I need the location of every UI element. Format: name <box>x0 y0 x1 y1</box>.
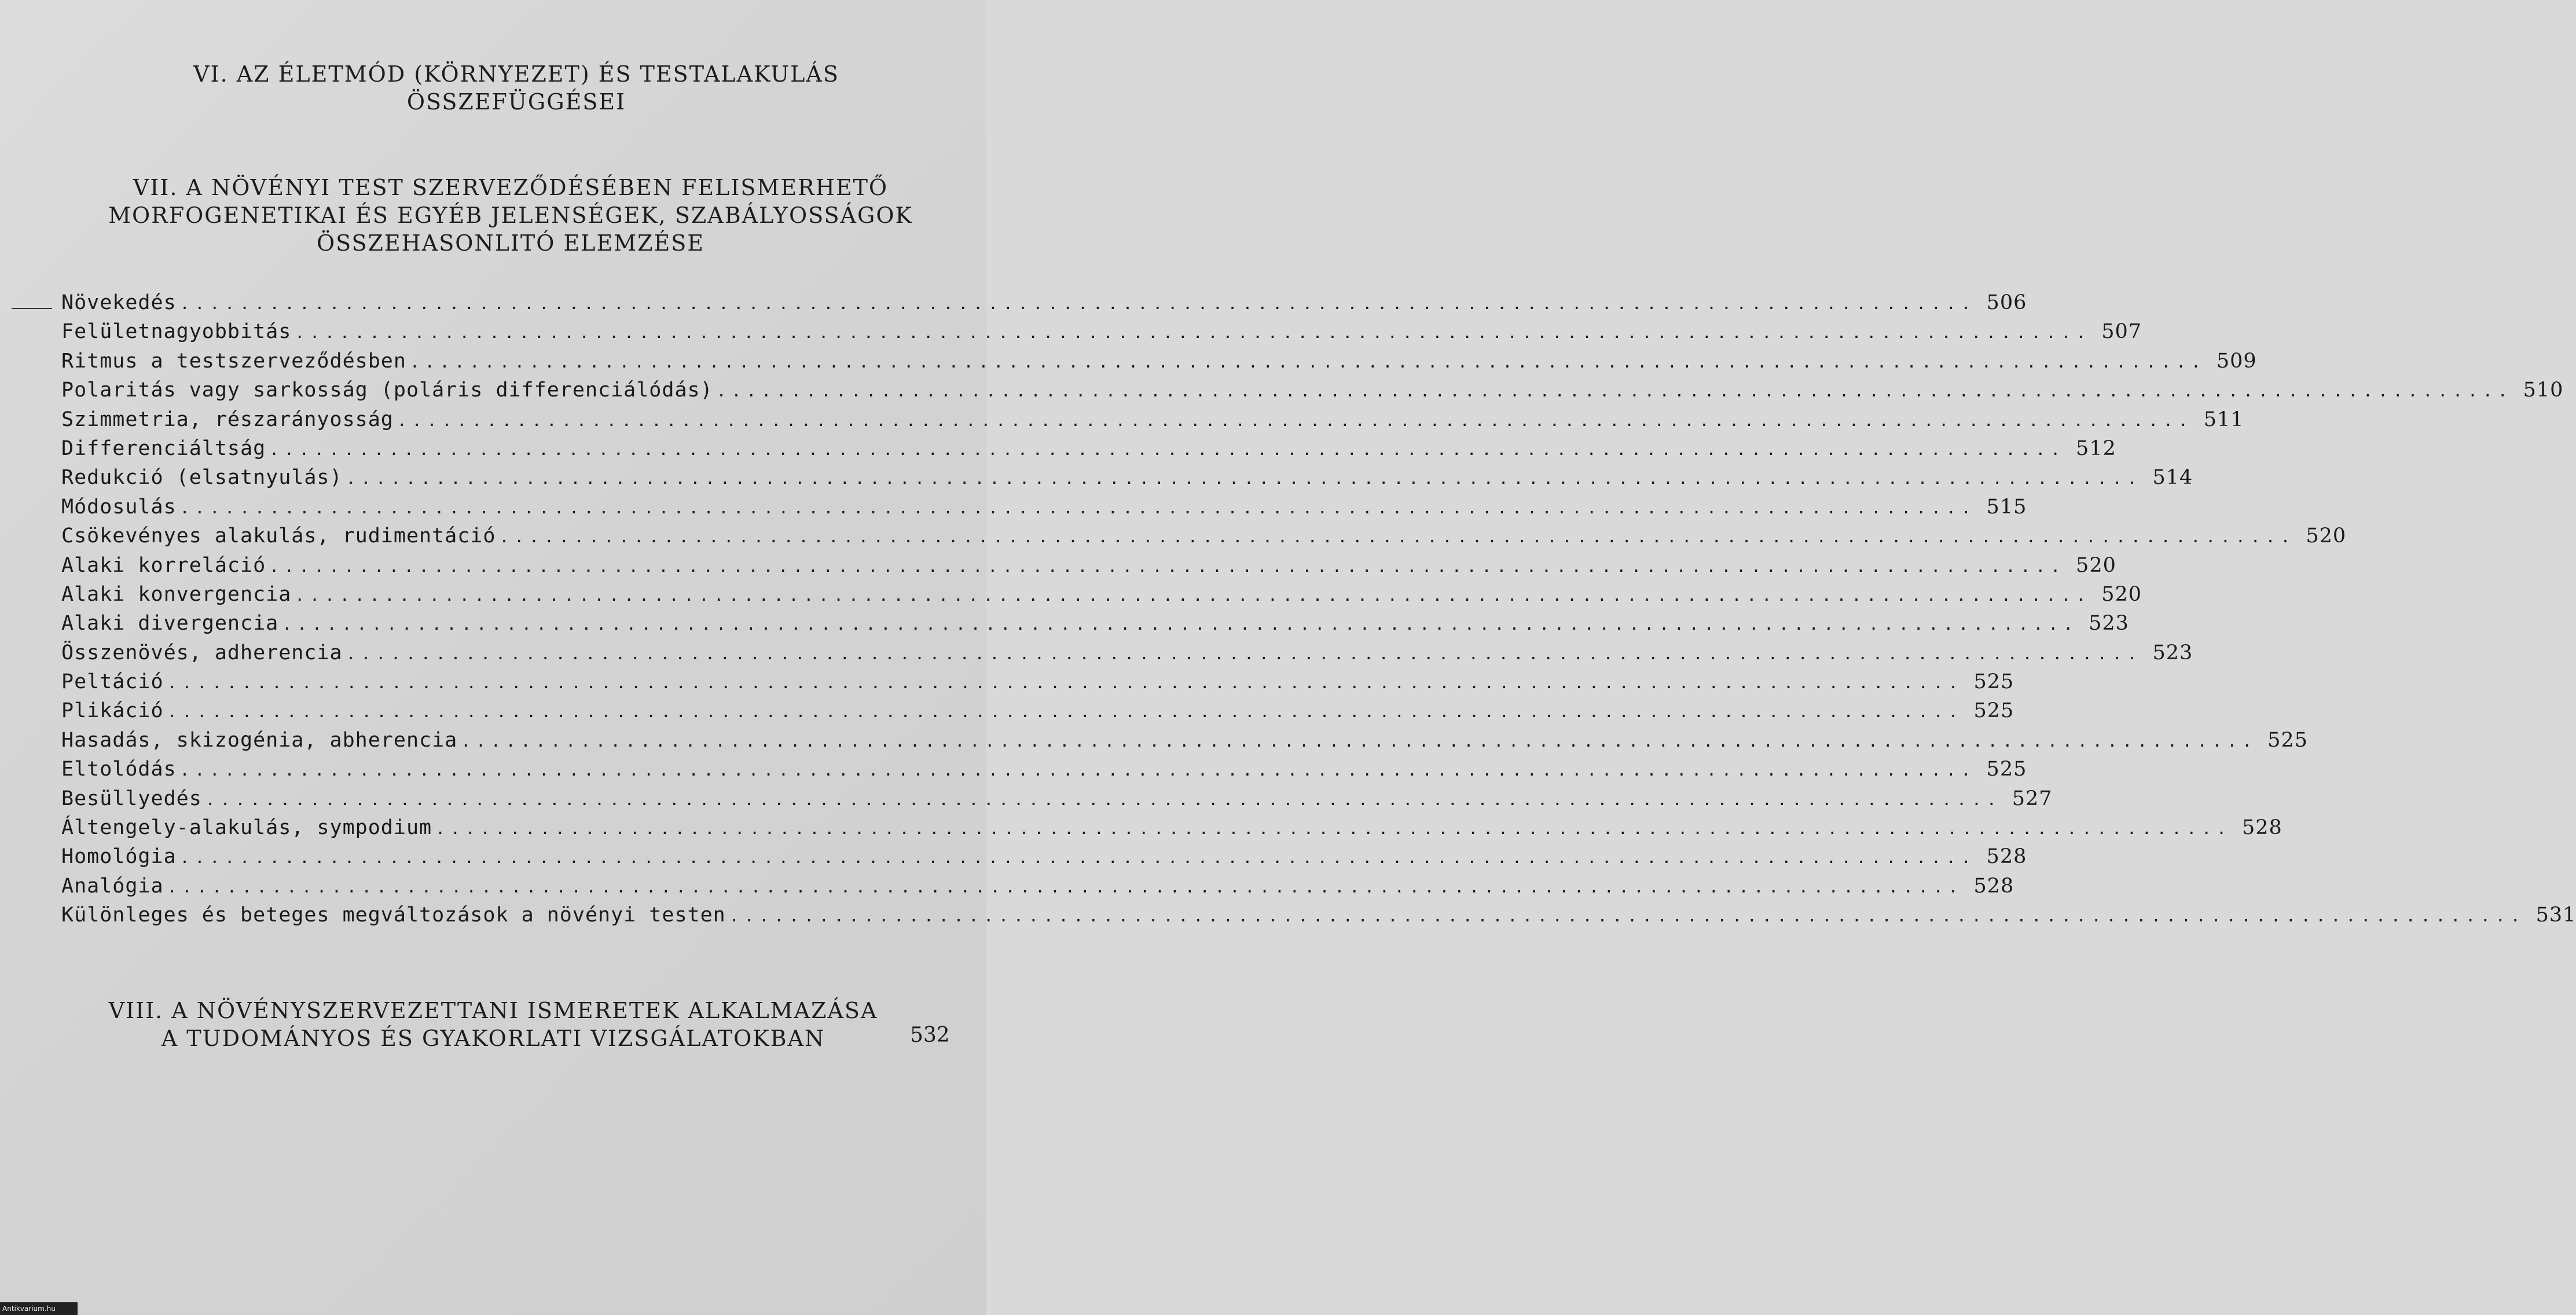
toc-entry-title: Növekedés <box>61 291 177 314</box>
toc-entry-title: Felületnagyobbitás <box>61 320 292 344</box>
toc-entry <box>61 466 2193 495</box>
toc-leader-dots: ........................................................................................................................ <box>179 294 1976 313</box>
chapter-vii-line-3: ÖSSZEHASONLITÓ ELEMZÉSE <box>316 230 705 256</box>
toc-entry-page: 514 <box>2152 466 2193 490</box>
toc-entry <box>61 816 2283 845</box>
toc-entry-page: 528 <box>1973 874 2014 898</box>
toc-entry-page: 506 <box>1986 291 2027 314</box>
toc-leader-dots: ........................................................................................................................ <box>167 673 1964 693</box>
toc-leader-dots: ........................................................................................................................ <box>409 352 2206 372</box>
toc-entry-page: 520 <box>2101 582 2142 606</box>
toc-leader-dots: ........................................................................................................................ <box>167 702 1964 722</box>
toc-entry-page: 520 <box>2306 524 2347 548</box>
toc-entry-page: 509 <box>2216 349 2257 373</box>
toc-entry-title: Áltengely-alakulás, sympodium <box>61 816 432 840</box>
toc-entry <box>61 612 2129 641</box>
toc-entry-title: Besüllyedés <box>61 787 202 810</box>
toc-entry <box>61 874 2014 903</box>
toc-entry-page: 507 <box>2101 320 2142 344</box>
toc-leader-dots: ........................................................................................................................ <box>499 527 2296 547</box>
toc-entry-page: 523 <box>2089 612 2129 636</box>
toc-entry-page: 510 <box>2523 379 2564 402</box>
toc-leader-dots: ........................................................................................................................ <box>729 906 2526 926</box>
toc-leader-dots: ........................................................................................................................ <box>179 761 1976 780</box>
toc-entry-title: Homológia <box>61 845 177 869</box>
toc-leader-dots: ........................................................................................................................ <box>716 381 2513 401</box>
toc-entry-page: 531 <box>2535 903 2576 927</box>
toc-entry-title: Hasadás, skizogénia, abherencia <box>61 728 458 752</box>
toc-entry-page: 525 <box>1973 699 2014 723</box>
toc-entry <box>61 553 2116 583</box>
toc-entry <box>61 670 2014 699</box>
toc-entry <box>61 903 2576 932</box>
toc-leader-dots: ........................................................................................................................ <box>461 731 2258 751</box>
toc-entry-page: 525 <box>1986 758 2027 781</box>
toc-entry <box>61 582 2142 612</box>
chapter-viii-line-2: A TUDOMÁNYOS ÉS GYAKORLATI VIZSGÁLATOKBAN <box>161 1026 825 1051</box>
toc-entry-title: Redukció (elsatnyulás) <box>61 466 343 490</box>
toc-entry <box>61 758 2027 787</box>
toc-entry-title: Peltáció <box>61 670 164 694</box>
toc-leader-dots: ........................................................................................................................ <box>167 877 1964 897</box>
toc-entry-page: 525 <box>1973 670 2014 694</box>
toc-leader-dots: ........................................................................................................................ <box>346 644 2142 663</box>
toc-entry-page: 525 <box>2267 728 2308 752</box>
toc-entry <box>61 291 2027 320</box>
toc-entry <box>61 495 2027 524</box>
chapter-vi-line-2: ÖSSZEFÜGGÉSEI <box>406 89 626 115</box>
toc-entry-title: Szimmetria, részarányosság <box>61 407 394 431</box>
chapter-vi-line-1: VI. AZ ÉLETMÓD (KÖRNYEZET) ÉS TESTALAKULÁS <box>193 61 839 87</box>
chapter-viii-heading <box>0 997 986 1052</box>
toc-leader-dots: ........................................................................................................................ <box>397 410 2193 430</box>
toc-leader-dots: ........................................................................................................................ <box>295 585 2091 605</box>
toc-entry <box>61 845 2027 874</box>
toc-entry-title: Ritmus a testszerveződésben <box>61 349 406 373</box>
toc-leader-dots: ........................................................................................................................ <box>269 439 2066 459</box>
toc-entry <box>61 379 2564 407</box>
toc-entry-title: Összenövés, adherencia <box>61 641 343 664</box>
toc-entry-page: 512 <box>2076 436 2116 460</box>
chapter-viii-line-1: VIII. A NÖVÉNYSZERVEZETTANI ISMERETEK ALKALMAZÁSA <box>108 998 878 1023</box>
toc-entry-page: 520 <box>2076 553 2116 577</box>
toc-leader-dots: ........................................................................................................................ <box>346 469 2142 488</box>
toc-leader-dots: ........................................................................................................................ <box>295 323 2091 343</box>
toc-entry-title: Alaki divergencia <box>61 612 279 636</box>
toc-leader-dots: ........................................................................................................................ <box>179 498 1976 517</box>
toc-entry-title: Csökevényes alakulás, rudimentáció <box>61 524 496 548</box>
toc-entry-page: 527 <box>2012 787 2053 810</box>
chapter-vii-heading <box>17 174 1004 257</box>
toc-entry-title: Polaritás vagy sarkosság (poláris differenciálódás) <box>61 379 713 402</box>
toc-entry <box>61 728 2308 758</box>
toc-entry-page: 528 <box>2241 816 2283 840</box>
toc-entry-title: Különleges és beteges megváltozások a növényi testen <box>61 903 726 927</box>
chapter-viii-page-number: 532 <box>910 1023 950 1047</box>
toc-leader-dots: ........................................................................................................................ <box>269 556 2066 576</box>
toc-entry <box>61 436 2116 466</box>
toc-entry-title: Differenciáltság <box>61 436 266 460</box>
toc-entry <box>61 407 2244 437</box>
toc-leader-dots: ........................................................................................................................ <box>435 819 2232 839</box>
toc-entry-page: 528 <box>1986 845 2027 869</box>
watermark: Antikvarium.hu <box>0 1302 78 1315</box>
toc-leader-dots: ........................................................................................................................ <box>205 789 2002 809</box>
margin-dash-mark <box>12 308 52 309</box>
toc-entry-title: Alaki korreláció <box>61 553 266 577</box>
toc-entry-page: 523 <box>2152 641 2193 664</box>
toc-entry-title: Plikáció <box>61 699 164 723</box>
chapter-vii-line-1: VII. A NÖVÉNYI TEST SZERVEZŐDÉSÉBEN FELISMERHETŐ <box>133 175 889 200</box>
chapter-vii-line-2: MORFOGENETIKAI ÉS EGYÉB JELENSÉGEK, SZABÁLYOSSÁGOK <box>108 203 913 228</box>
toc-entry-title: Eltolódás <box>61 758 177 781</box>
toc-entry <box>61 320 2142 349</box>
toc-leader-dots: ........................................................................................................................ <box>179 848 1976 868</box>
toc-entry <box>61 349 2257 379</box>
toc-leader-dots: ........................................................................................................................ <box>282 615 2079 634</box>
toc-entry <box>61 524 2347 553</box>
toc-entry-title: Módosulás <box>61 495 177 519</box>
toc-entry-page: 515 <box>1986 495 2027 519</box>
toc-entry-title: Analógia <box>61 874 164 898</box>
chapter-vi-heading <box>23 60 1010 116</box>
toc-entry-title: Alaki konvergencia <box>61 582 292 606</box>
toc-entry <box>61 641 2193 670</box>
toc-entry <box>61 787 2053 816</box>
table-of-contents <box>61 291 2576 933</box>
toc-entry <box>61 699 2014 728</box>
toc-entry-page: 511 <box>2203 407 2244 431</box>
